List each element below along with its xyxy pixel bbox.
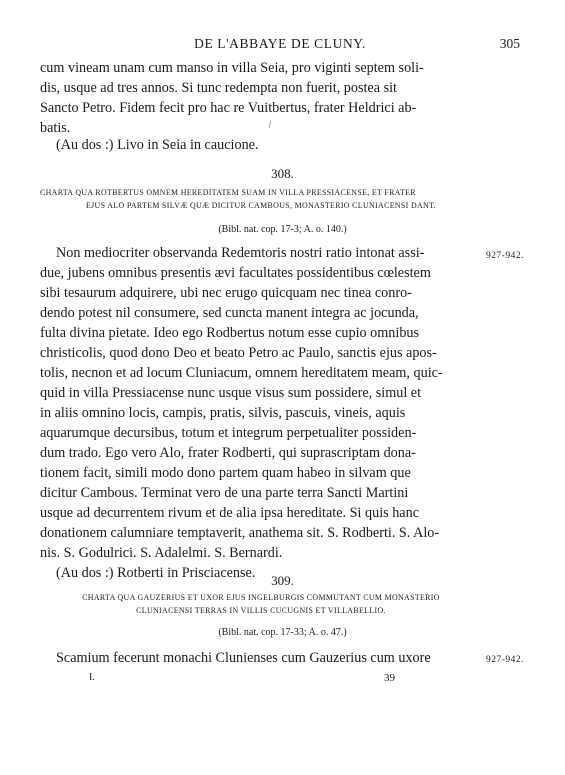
rubric-line: CLUNIACENSI TERRAS IN VILLIS CUCUGNIS ET VILLABELLIO. xyxy=(136,606,386,615)
page-number: 305 xyxy=(499,36,520,51)
text-line: Non mediocriter observanda Redemtoris nostri ratio intonat assi- xyxy=(56,245,425,261)
text-line: sibi tesaurum adquirere, ubi nec erugo quicquam nec tinea conro- xyxy=(40,285,412,301)
marginal-date-308: 927-942. xyxy=(486,251,525,261)
dorsal-line: (Au dos :) Livo in Seia in caucione. xyxy=(56,137,259,153)
text-line: in aliis omnino locis, campis, pratis, silvis, pascuis, vineis, aquis xyxy=(40,405,406,421)
text-line: dendo potest nil consumere, sed cuncta manent integra ac jocunda, xyxy=(40,305,419,321)
text-line: usque ad decurrentem rivum et de alia ipsa hereditate. Si quis hanc xyxy=(40,505,419,521)
dorsal-note-307 xyxy=(40,135,482,155)
text-line: nis. S. Godulrici. S. Adalelmi. S. Bernardi. xyxy=(40,545,283,561)
sheet-number: 39 xyxy=(384,672,395,684)
text-line: dicitur Cambous. Terminat vero de una parte terra Sancti Martini xyxy=(40,485,409,501)
text-line: quid in villa Pressiacense nunc usque visus sum possidere, simul et xyxy=(40,385,422,401)
text-line: fulta divina pietate. Ideo ego Rodbertus notum esse cupio omnibus xyxy=(40,325,420,341)
text-line: aquarumque decursibus, totum et integrum perpetualiter possiden- xyxy=(40,425,417,441)
text-line: batis. xyxy=(40,120,71,136)
text-line: donationem calumniare temptaverit, anathema sit. S. Rodberti. S. Alo- xyxy=(40,525,440,541)
charter-number-308: 308. xyxy=(271,166,294,181)
text-line: tolis, necnon et ad locum Cluniacum, omnem hereditatem meam, quic- xyxy=(40,365,443,381)
signature-mark: I. xyxy=(89,672,95,683)
rubric-309 xyxy=(40,591,482,617)
charter-number-309: 309. xyxy=(271,573,294,588)
stray-mark: \ xyxy=(265,119,274,131)
running-head-title: DE L'ABBAYE DE CLUNY. xyxy=(194,36,366,51)
text-line: cum vineam unam cum manso in villa Seia, pro viginti septem soli- xyxy=(40,60,424,76)
text-line: dis, usque ad tres annos. Si tunc redempta non fuerit, postea sit xyxy=(40,80,397,96)
continuation-paragraph xyxy=(40,58,482,138)
text-line: dum trado. Ego vero Alo, frater Rodberti, qui suprascriptam dona- xyxy=(40,445,416,461)
charter-body-309 xyxy=(40,648,482,668)
source-309: (Bibl. nat. cop. 17-33; A. o. 47.) xyxy=(218,627,347,638)
rubric-308 xyxy=(40,186,482,212)
rubric-line: CHARTA QUA GAUZERIUS ET UXOR EJUS INGELBURGIS COMMUTANT CUM MONASTERIO xyxy=(82,593,440,602)
text-line: tionem facit, simili modo dono partem quam habeo in silvam que xyxy=(40,465,411,481)
dorsal-line: (Au dos :) Rotberti in Prisciacense. xyxy=(56,565,256,581)
text-line: due, jubens omnibus presentis ævi facultates possidentibus cœlestem xyxy=(40,265,431,281)
text-line: christicolis, quod dono Deo et beato Petro ac Paulo, sanctis ejus apos- xyxy=(40,345,437,361)
rubric-line: CHARTA QUA ROTBERTUS OMNEM HEREDITATEM SUAM IN VILLA PRESSIACENSE, ET FRATER xyxy=(40,188,416,197)
source-308: (Bibl. nat. cop. 17-3; A. o. 140.) xyxy=(218,224,347,235)
rubric-line: EJUS ALO PARTEM SILVÆ QUÆ DICITUR CAMBOUS, MONASTERIO CLUNIACENSI DANT. xyxy=(85,201,437,210)
charter-body-308 xyxy=(40,243,482,583)
text-line: Sancto Petro. Fidem fecit pro hac re Vuitbertus, frater Heldrici ab- xyxy=(40,100,417,116)
text-line: Scamium fecerunt monachi Clunienses cum Gauzerius cum uxore xyxy=(56,650,431,666)
marginal-date-309: 927-942. xyxy=(486,655,525,665)
running-head xyxy=(40,36,520,56)
